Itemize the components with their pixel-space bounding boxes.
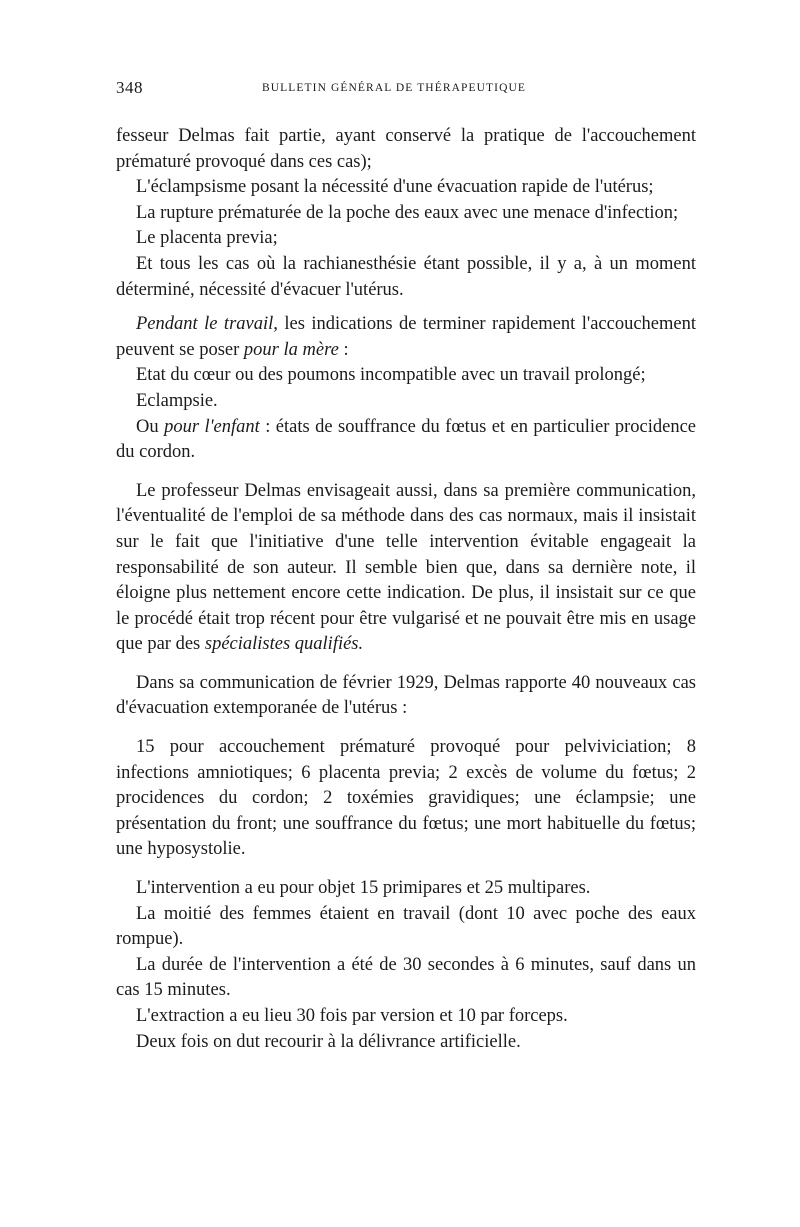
italic-pour-la-mere: pour la mère [243, 339, 339, 360]
italic-pendant-le-travail: Pendant le travail, [136, 314, 278, 335]
paragraph-pendant-travail [116, 312, 696, 363]
paragraph-moitie-femmes: La moitié des femmes étaient en travail (dont 10 avec poche des eaux rompue). [116, 903, 696, 950]
page-number: 348 [116, 78, 143, 97]
paragraph-delivrance: Deux fois on dut recourir à la délivrance artificielle. [136, 1031, 521, 1052]
paragraph-rupture: La rupture prématurée de la poche des eaux avec une menace d'infection; [136, 202, 679, 223]
paragraph-pour-enfant [116, 415, 696, 466]
paragraph-case-list: 15 pour accouchement prématuré provoqué pour pelviviciation; 8 infections amniotiques; 6 placenta previa; 2 excès de volume du fœtus; 2 procidences du cordon; 2 toxémies gravidiques; une éclampsie; une présentation du front; une souffrance du fœtus; une mort habituelle du fœtus; une hyposystolie. [116, 737, 696, 860]
paragraph-eclampsisme: L'éclampsisme posant la nécessité d'une évacuation rapide de l'utérus; [136, 177, 654, 198]
paragraph-rachianesthesie: Et tous les cas où la rachianesthésie étant possible, il y a, à un moment déterminé, nécessité d'évacuer l'utérus. [116, 253, 696, 300]
paragraph-primipares: L'intervention a eu pour objet 15 primipares et 25 multipares. [136, 878, 591, 899]
running-title: BULLETIN GÉNÉRAL DE THÉRAPEUTIQUE [262, 82, 527, 94]
body-text [116, 124, 696, 1055]
text-ou: Ou [136, 416, 165, 437]
paragraph-extraction: L'extraction a eu lieu 30 fois par version et 10 par forceps. [136, 1006, 568, 1026]
paragraph-etat-coeur: Etat du cœur ou des poumons incompatible avec un travail prolongé; [136, 365, 646, 386]
paragraph-communication-1929: Dans sa communication de février 1929, Delmas rapporte 40 nouveaux cas d'évacuation extemporanée de l'utérus : [116, 672, 696, 719]
italic-specialistes-qualifies: spécialistes qualifiés. [204, 634, 364, 655]
page-header [116, 78, 696, 102]
text-indications: les indications de terminer rapidement l'accouchement peuvent se poser [116, 314, 696, 360]
text-souffrance: : états de souffrance du fœtus et en particulier procidence du cordon. [116, 416, 696, 463]
paragraph-duree: La durée de l'intervention a été de 30 secondes à 6 minutes, sauf dans un cas 15 minutes. [116, 954, 696, 1001]
text-delmas-main: Le professeur Delmas envisageait aussi, dans sa première communication, l'éventualité de l'emploi de sa méthode dans des cas normaux, mais il insistait sur le fait que l'initiative d'une telle intervention évitable engageait la responsabilité de son auteur. Il semble bien que, dans sa dernière note, il éloigne plus nettement encore cette indication. De plus, il insistait sur ce que le procédé était trop récent pour être vulgarisé et ne pouvait être mis en usage que par des [116, 480, 696, 655]
paragraph-eclampsie: Eclampsie. [136, 390, 218, 411]
italic-pour-l-enfant: pour l'enfant [164, 416, 260, 437]
paragraph-professeur-delmas [116, 479, 696, 658]
paragraph-continuation: fesseur Delmas fait partie, ayant conservé la pratique de l'accouchement prématuré provoqué dans ces cas); [116, 126, 696, 172]
paragraph-placenta: Le placenta previa; [136, 228, 278, 249]
text-colon: : [338, 339, 349, 360]
